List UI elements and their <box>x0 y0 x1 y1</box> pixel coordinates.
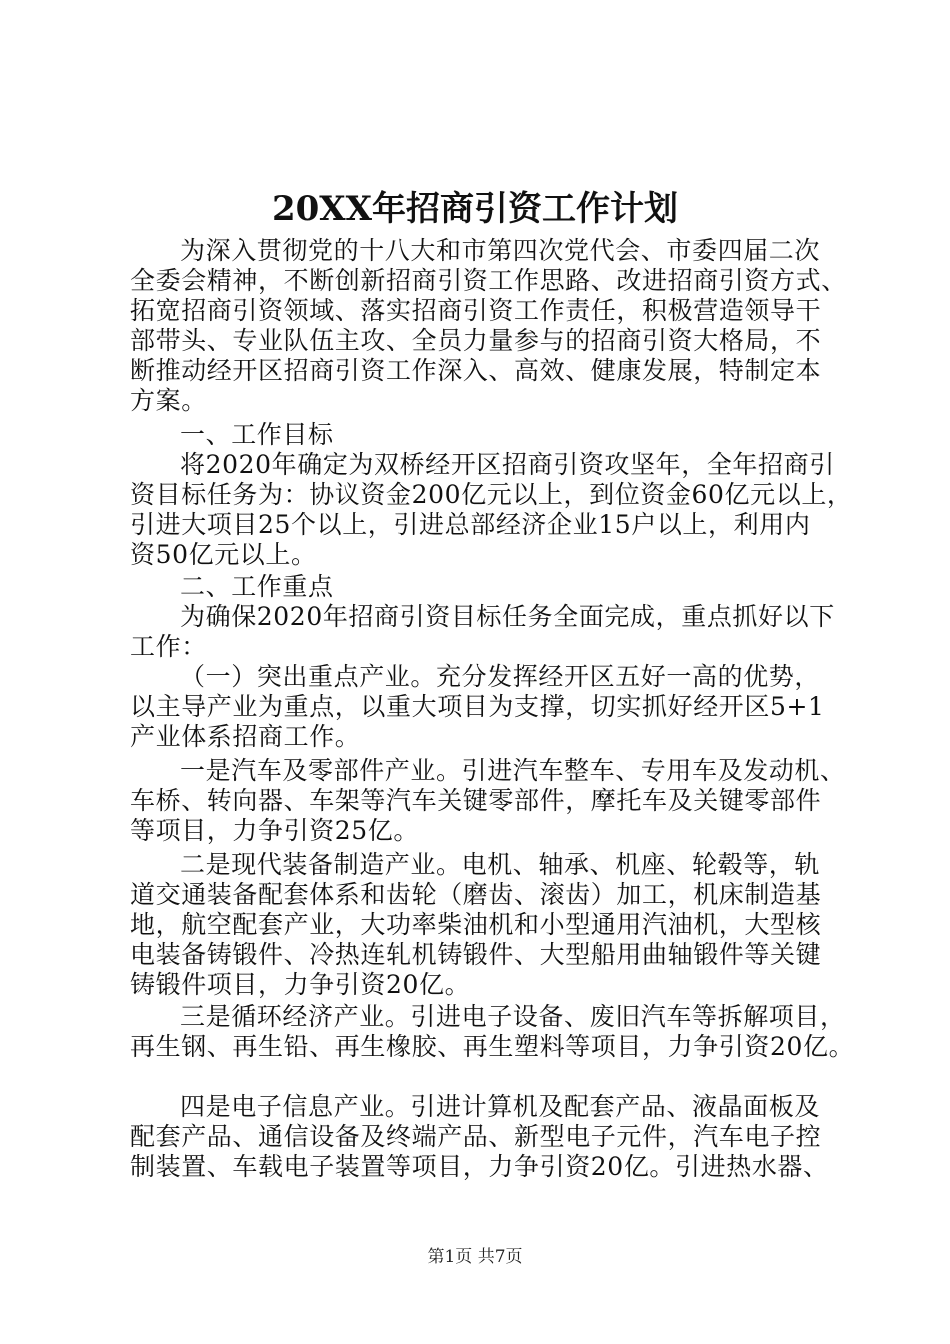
paragraph-line: 方案。 <box>130 386 207 415</box>
paragraph-line: 断推动经开区招商引资工作深入、高效、健康发展，特制定本 <box>130 356 822 385</box>
paragraph-line: 配套产品、通信设备及终端产品、新型电子元件，汽车电子控 <box>130 1122 822 1151</box>
paragraph-line: 铸锻件项目，力争引资20亿。 <box>130 970 471 999</box>
paragraph-line: 全委会精神，不断创新招商引资工作思路、改进招商引资方式、 <box>130 266 847 295</box>
paragraph-line: 二、工作重点 <box>180 572 334 601</box>
paragraph-line: 车桥、转向器、车架等汽车关键零部件，摩托车及关键零部件 <box>130 786 822 815</box>
paragraph-line: 电装备铸锻件、冷热连轧机铸锻件、大型船用曲轴锻件等关键 <box>130 940 822 969</box>
paragraph-line: 再生钢、再生铅、再生橡胶、再生塑料等项目，力争引资20亿。 <box>130 1032 855 1061</box>
paragraph-line: 四是电子信息产业。引进计算机及配套产品、液晶面板及 <box>180 1092 821 1121</box>
page-title: 20XX年招商引资工作计划 <box>271 189 679 229</box>
paragraph-line: 二是现代装备制造产业。电机、轴承、机座、轮毂等，轨 <box>180 850 821 879</box>
paragraph-line: 工作： <box>130 632 207 661</box>
paragraph-line: 等项目，力争引资25亿。 <box>130 816 420 845</box>
page-footer: 第1页 共7页 <box>427 1247 523 1267</box>
paragraph-line: 地，航空配套产业，大功率柴油机和小型通用汽油机，大型核 <box>130 910 822 939</box>
paragraph-line: （一）突出重点产业。充分发挥经开区五好一高的优势， <box>180 662 821 691</box>
paragraph-line: 三是循环经济产业。引进电子设备、废旧汽车等拆解项目， <box>180 1002 846 1031</box>
paragraph-line: 为深入贯彻党的十八大和市第四次党代会、市委四届二次 <box>180 236 821 265</box>
paragraph-line: 部带头、专业队伍主攻、全员力量参与的招商引资大格局，不 <box>130 326 822 355</box>
paragraph-line: 将2020年确定为双桥经开区招商引资攻坚年，全年招商引 <box>180 450 835 479</box>
paragraph-line: 产业体系招商工作。 <box>130 722 361 751</box>
paragraph-line: 资目标任务为：协议资金200亿元以上，到位资金60亿元以上， <box>130 480 853 509</box>
paragraph-line: 引进大项目25个以上，引进总部经济企业15户以上，利用内 <box>130 510 811 539</box>
paragraph-line: 制装置、车载电子装置等项目，力争引资20亿。引进热水器、 <box>130 1152 829 1181</box>
paragraph-line: 一是汽车及零部件产业。引进汽车整车、专用车及发动机、 <box>180 756 846 785</box>
paragraph-line: 为确保2020年招商引资目标任务全面完成，重点抓好以下 <box>180 602 835 631</box>
paragraph-line: 道交通装备配套体系和齿轮（磨齿、滚齿）加工，机床制造基 <box>130 880 822 909</box>
paragraph-line: 拓宽招商引资领域、落实招商引资工作责任，积极营造领导干 <box>130 296 822 325</box>
paragraph-line: 一、工作目标 <box>180 420 334 449</box>
paragraph-line: 以主导产业为重点，以重大项目为支撑，切实抓好经开区5+1 <box>130 692 825 721</box>
paragraph-line: 资50亿元以上。 <box>130 540 317 569</box>
